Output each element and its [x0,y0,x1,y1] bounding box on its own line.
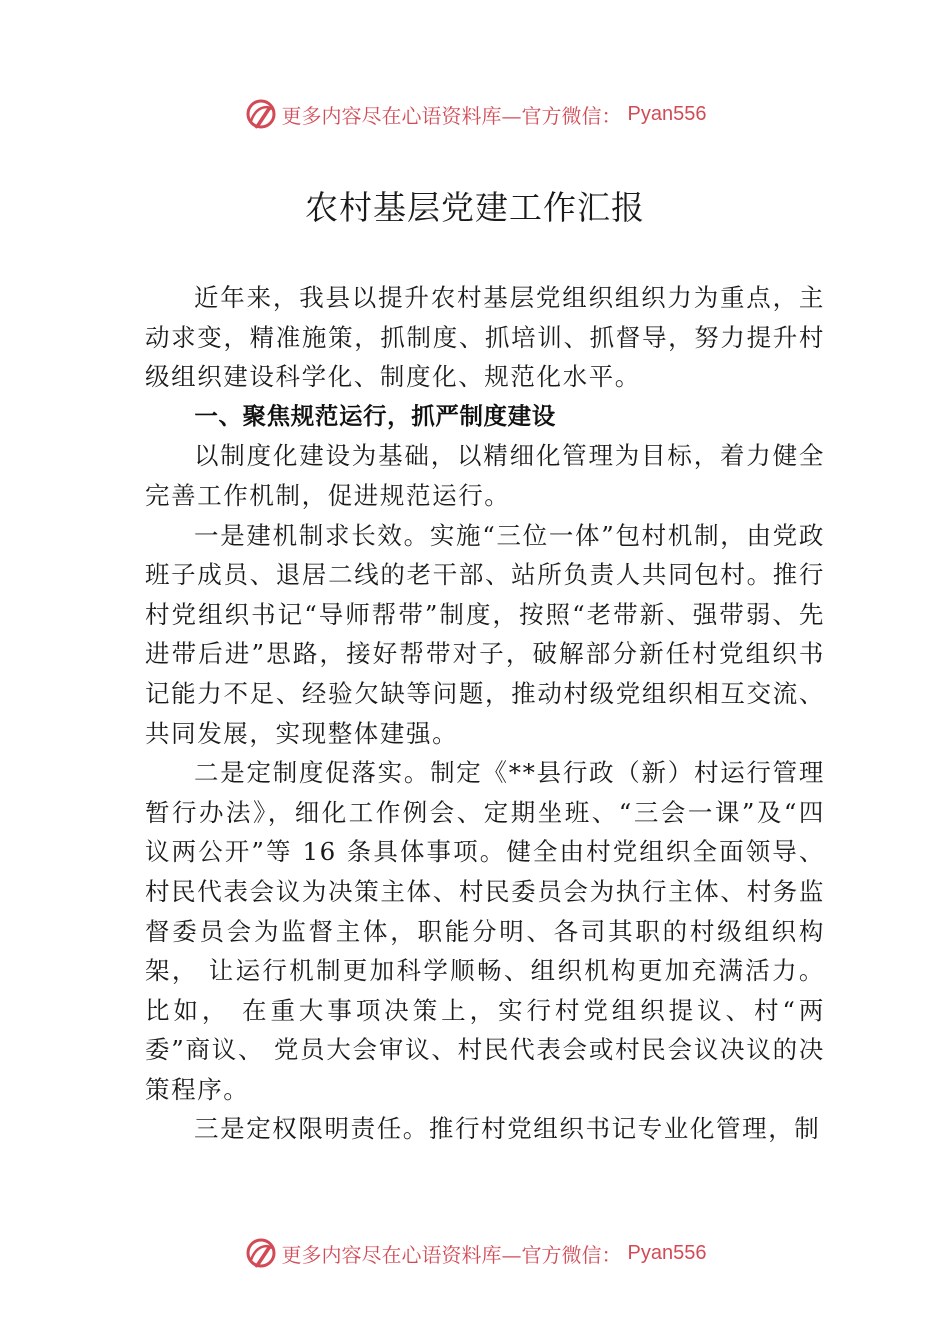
point-one-paragraph: 一是建机制求长效。实施“三位一体”包村机制，由党政班子成员、退居二线的老干部、站所负责人共同包村。推行村党组织书记“导师帮带”制度，按照“老带新、强带弱、先进带后进”思路，接好帮带对子，破解部分新任村党组织书记能力不足、经验欠缺等问题，推动村级党组织相互交流、共同发展，实现整体建强。 [145,520,825,748]
document-body [145,278,825,1149]
point-three-paragraph: 三是定权限明责任。推行村党组织书记专业化管理，制 [194,1114,821,1144]
wechat-id: Pyan556 [627,102,707,125]
document-title: 农村基层党建工作汇报 [305,188,645,227]
header-watermark-banner [0,92,950,136]
section-heading: 一、聚焦规范运行，抓严制度建设 [194,401,556,430]
intro-paragraph: 近年来，我县以提升农村基层党组织组织力为重点，主动求变，精准施策，抓制度、抓培训、抓督导，努力提升村级组织建设科学化、制度化、规范化水平。 [145,283,825,392]
pen-swirl-logo-icon [244,1236,278,1270]
watermark-text: 更多内容尽在心语资料库—官方微信： [281,103,622,128]
watermark-text: 更多内容尽在心语资料库—官方微信： [281,1242,622,1267]
section-intro-paragraph: 以制度化建设为基础，以精细化管理为目标，着力健全完善工作机制，促进规范运行。 [145,441,825,510]
footer-watermark-banner [0,1231,950,1275]
wechat-id: Pyan556 [627,1241,707,1264]
point-two-paragraph: 二是定制度促落实。制定《**县行政（新）村运行管理暂行办法》，细化工作例会、定期坐班、“三会一课”及“四议两公开”等 16 条具体事项。健全由村党组织全面领导、村民代表会议为决策主体、村民委员会为执行主体、村务监督委员会为监督主体，职能分明、各司其职的村级组织构架， 让运行机制更加科学顺畅、组织机构更加充满活力。比如， 在重大事项决策上，实行村党组织提议、村“两委”商议、 党员大会审议、村民代表会或村民会议决议的决策程序。 [145,758,825,1104]
pen-swirl-logo-icon [244,97,278,131]
